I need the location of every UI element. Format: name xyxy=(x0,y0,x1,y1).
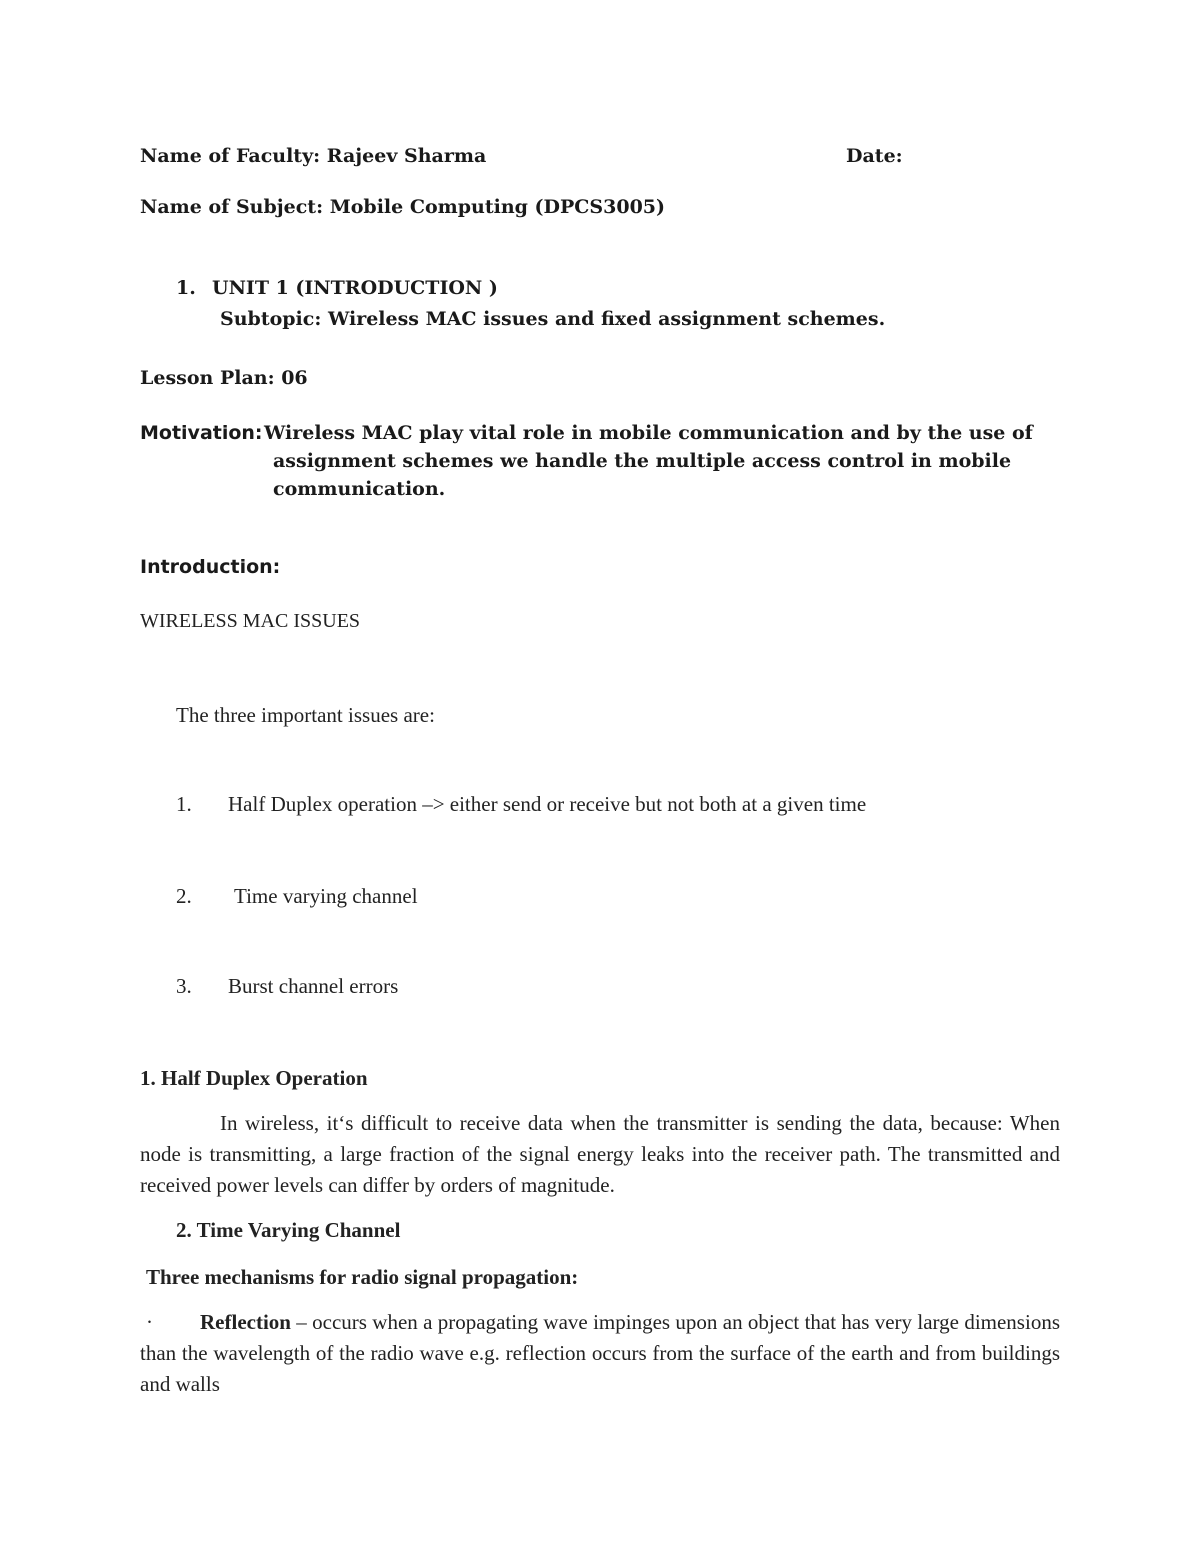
reflection-paragraph xyxy=(140,1307,1060,1400)
unit-title: UNIT 1 (INTRODUCTION ) xyxy=(212,277,498,299)
motivation-line-1: Wireless MAC play vital role in mobile communication and by the use of xyxy=(264,422,1033,444)
half-duplex-paragraph: In wireless, it‘s difficult to receive data when the transmitter is sending the data, because: When node is transmitting, a large fraction of the signal energy leaks into the receiver path. The transmitted and received power levels can differ by orders of magnitude. xyxy=(140,1111,1060,1197)
introduction-label: Introduction: xyxy=(140,556,281,578)
issues-intro: The three important issues are: xyxy=(176,703,435,727)
motivation-line-3: communication. xyxy=(273,478,446,500)
time-varying-heading: 2. Time Varying Channel xyxy=(176,1218,401,1242)
date-label: Date: xyxy=(846,145,903,167)
section-title: WIRELESS MAC ISSUES xyxy=(140,610,361,632)
motivation-label: Motivation: xyxy=(140,422,263,444)
reflection-term: Reflection xyxy=(200,1310,291,1334)
unit-number: 1. xyxy=(176,277,196,299)
mechanisms-heading: Three mechanisms for radio signal propagation: xyxy=(146,1265,579,1289)
issue-number: 3. xyxy=(176,974,192,998)
subject-name: Name of Subject: Mobile Computing (DPCS3005) xyxy=(140,196,666,218)
reflection-text: – occurs when a propagating wave impinges upon an object that has very large dimensions than the wavelength of the radio wave e.g. reflection occurs from the surface of the earth and from buildings and walls xyxy=(140,1310,1060,1396)
issue-text: Half Duplex operation –> either send or receive but not both at a given time xyxy=(228,792,867,816)
motivation-line-2: assignment schemes we handle the multiple access control in mobile xyxy=(273,450,1012,472)
issue-number: 1. xyxy=(176,792,192,816)
lesson-plan: Lesson Plan: 06 xyxy=(140,367,308,389)
subtopic: Subtopic: Wireless MAC issues and fixed assignment schemes. xyxy=(220,308,886,330)
faculty-name: Name of Faculty: Rajeev Sharma xyxy=(140,145,487,167)
issue-text: Burst channel errors xyxy=(228,974,399,998)
issue-number: 2. xyxy=(176,884,192,908)
bullet-glyph: · xyxy=(146,1310,153,1334)
half-duplex-heading: 1. Half Duplex Operation xyxy=(140,1066,368,1090)
issue-text: Time varying channel xyxy=(234,884,418,908)
